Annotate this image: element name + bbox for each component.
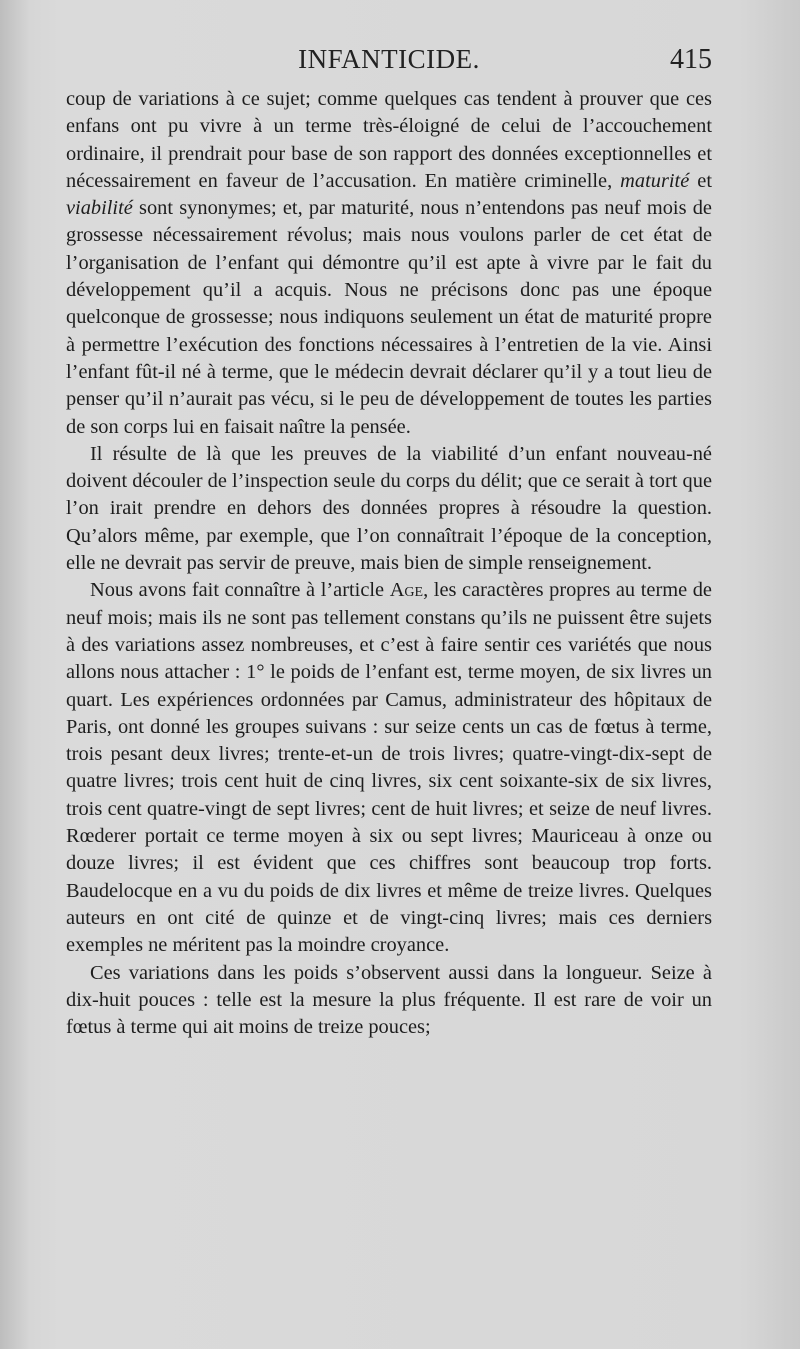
paragraph-1 <box>66 86 712 441</box>
running-title: INFANTICIDE. <box>298 44 480 74</box>
term-maturite: maturité <box>620 169 690 192</box>
paragraph-3-text-a: Nous avons fait connaître à l’article <box>90 579 390 602</box>
paragraph-1-text-b: et <box>689 169 712 192</box>
paragraph-2: Il résulte de là que les preuves de la viabilité d’un enfant nouveau-né doivent découler de l’inspection seule du corps du délit; que ce serait à tort que l’on irait prendre en dehors des données propres à résoudre la question. Qu’alors même, par exemple, que l’on connaîtrait l’époque de la conception, elle ne devrait pas servir de preuve, mais bien de simple renseignement. <box>66 442 712 575</box>
page-header <box>66 44 712 84</box>
paragraph-4: Ces variations dans les poids s’observent aussi dans la longueur. Seize à dix-huit pouces : telle est la mesure la plus fréquente. Il est rare de voir un fœtus à terme qui ait moins de treize pouces; <box>66 961 712 1039</box>
term-viabilite: viabilité <box>66 197 133 220</box>
paragraph-1-text-a: coup de variations à ce sujet; comme quelques cas tendent à prouver que ces enfans ont pu vivre à un terme très-éloigné de celui de l’accouchement ordinaire, il prendrait pour base de son rapport des données exceptionnelles et nécessairement en faveur de l’accusation. En matière criminelle, <box>66 88 712 192</box>
body-text <box>66 86 712 1041</box>
paragraph-3 <box>66 577 712 959</box>
paragraph-1-text-c: sont synonymes; et, par maturité, nous n’entendons pas neuf mois de grossesse nécessairement révolus; mais nous voulons parler de cet état de l’organisation de l’enfant qui démontre qu’il est apte à vivre par le fait du développement qu’il a acquis. Nous ne précisons donc pas une époque quelconque de grossesse; nous indiquons seulement un état de maturité propre à permettre l’exécution des fonctions nécessaires à l’entretien de la vie. Ainsi l’enfant fût-il né à terme, que le médecin devrait déclarer qu’il y a tout lieu de penser qu’il n’aurait pas vécu, si le peu de développement de toutes les parties de son corps lui en faisait naître la pensée. <box>66 197 712 438</box>
page-number: 415 <box>670 44 712 75</box>
article-reference-age: Age <box>389 579 424 602</box>
paragraph-3-text-b: , les caractères propres au terme de neuf mois; mais ils ne sont pas tellement constans qu’ils ne puissent être sujets à des variations assez nombreuses, et c’est à faire sentir ces variétés que nous allons nous attacher : 1° le poids de l’enfant est, terme moyen, de six livres un quart. Les expériences ordonnées par Camus, administrateur des hôpitaux de Paris, ont donné les groupes suivans : sur seize cents un cas de fœtus à terme, trois pesant deux livres; trente-et-un de trois livres; quatre-vingt-dix-sept de quatre livres; trois cent huit de cinq livres, six cent soixante-six de six livres, trois cent quatre-vingt de sept livres; cent de huit livres; et seize de neuf livres. Rœderer portait ce terme moyen à six ou sept livres; Mauriceau à onze ou douze livres; il est évident que ces chiffres sont beaucoup trop forts. Baudelocque en a vu du poids de dix livres et même de treize livres. Quelques auteurs en ont cité de quinze et de vingt-cinq livres; mais ces derniers exemples ne méritent pas la moindre croyance. <box>66 579 712 957</box>
